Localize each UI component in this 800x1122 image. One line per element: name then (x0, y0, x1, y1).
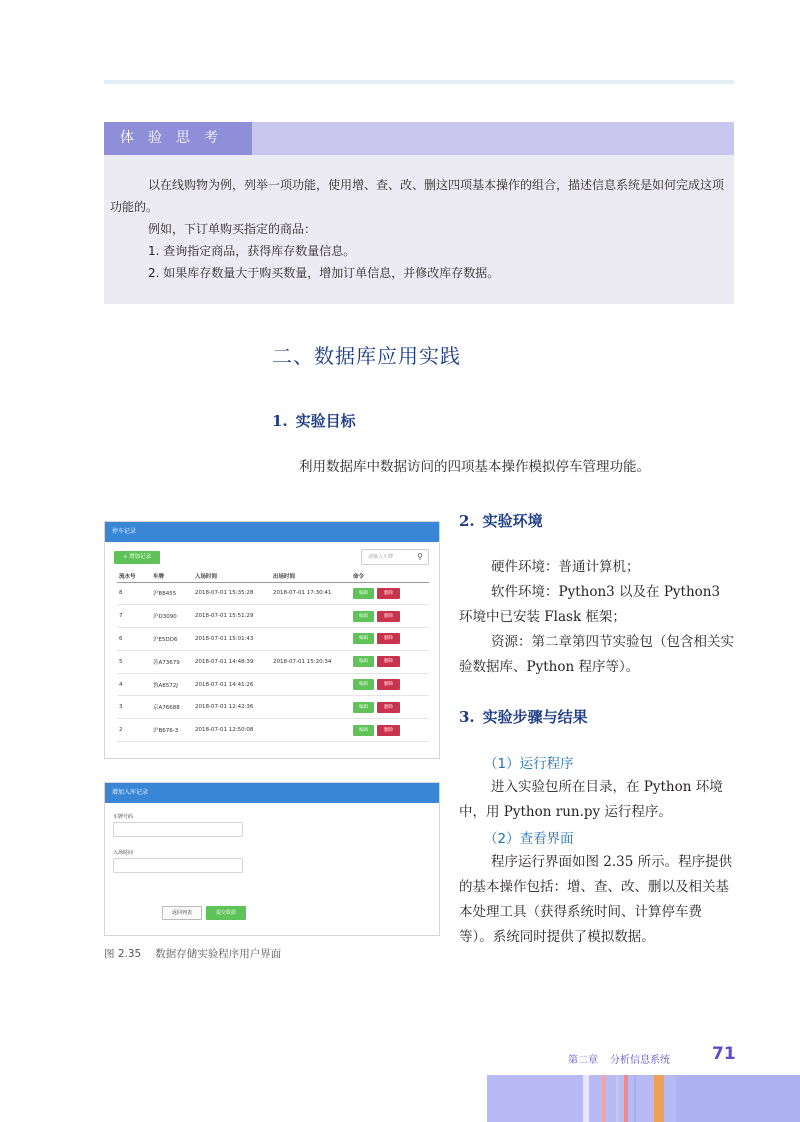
plate-input[interactable] (113, 822, 243, 837)
goal-text: 利用数据库中数据访问的四项基本操作模拟停车管理功能。 (299, 459, 650, 475)
step-view-heading: （2）查看界面 (484, 831, 574, 847)
page-number: 71 (712, 1044, 736, 1064)
entry-time-input[interactable] (113, 858, 243, 873)
column-header: 入场时间 (193, 570, 271, 582)
cell-id: 3 (117, 696, 151, 719)
plate-label: 车牌号码 (113, 814, 134, 820)
cell-in-time: 2018-07-01 15:35:28 (193, 582, 271, 605)
footer-stripe (602, 1075, 606, 1122)
section-title: 二、数据库应用实践 (272, 344, 461, 368)
delete-button[interactable]: 删除 (377, 611, 400, 622)
entry-time-label: 入场时间 (113, 850, 134, 856)
add-record-header: 增加入库记录 (105, 783, 439, 803)
delete-button[interactable]: 删除 (377, 588, 400, 599)
cell-actions (351, 696, 429, 719)
think-body (110, 174, 725, 284)
parking-list-header: 停车记录 (105, 522, 439, 542)
edit-button[interactable]: 编辑 (353, 679, 374, 690)
top-rule (104, 80, 734, 84)
cell-plate: 鲁A8572J (151, 673, 193, 696)
cell-actions (351, 650, 429, 673)
footer-stripe (616, 1075, 619, 1122)
cell-out-time: 2018-07-01 17:30:41 (271, 582, 351, 605)
cell-actions (351, 719, 429, 742)
edit-button[interactable]: 编辑 (353, 656, 374, 667)
add-record-button[interactable]: + 增加记录 (114, 551, 160, 564)
cell-in-time: 2018-07-01 15:01:43 (193, 628, 271, 651)
cell-in-time: 2018-07-01 15:51:29 (193, 605, 271, 628)
column-header: 命令 (351, 570, 429, 582)
delete-button[interactable]: 删除 (377, 702, 400, 713)
cell-out-time (271, 628, 351, 651)
environment-software: 软件环境：Python3 以及在 Python3 环境中已安装 Flask 框架； (459, 584, 721, 625)
heading-environment (459, 510, 543, 531)
heading-number: 1. (272, 412, 288, 430)
cell-id: 5 (117, 650, 151, 673)
footer-stripe (654, 1075, 664, 1122)
heading-text: 实验步骤与结果 (482, 708, 588, 726)
cell-out-time (271, 696, 351, 719)
step-view-text: 程序运行界面如图 2.35 所示。程序提供的基本操作包括：增、查、改、删以及相关基本处理工具（获得系统时间、计算停车费等）。系统同时提供了模拟数据。 (459, 854, 733, 945)
heading-number: 2. (459, 512, 475, 530)
parking-table (117, 570, 429, 742)
think-paragraph: 以在线购物为例，列举一项功能，使用增、查、改、删这四项基本操作的组合，描述信息系统是如何完成这项功能的。 (110, 178, 725, 214)
table-row (117, 582, 429, 605)
table-row (117, 628, 429, 651)
cell-actions (351, 582, 429, 605)
table-row (117, 696, 429, 719)
cell-in-time: 2018-07-01 12:42:36 (193, 696, 271, 719)
environment-resource: 资源：第二章第四节实验包（包含相关实验数据库、Python 程序等）。 (459, 634, 734, 675)
cell-plate: 苏A73679 (151, 650, 193, 673)
cell-plate: 沪B676-3 (151, 719, 193, 742)
edit-button[interactable]: 编辑 (353, 611, 374, 622)
cell-plate: 京A76688 (151, 696, 193, 719)
table-row (117, 719, 429, 742)
edit-button[interactable]: 编辑 (353, 702, 374, 713)
heading-number: 3. (459, 708, 475, 726)
footer-stripe (624, 1075, 628, 1122)
search-icon[interactable]: ⚲ (417, 552, 423, 561)
delete-button[interactable]: 删除 (377, 656, 400, 667)
step-run-text: 进入实验包所在目录，在 Python 环境中，用 Python run.py 运行程序。 (459, 779, 723, 820)
cell-out-time (271, 673, 351, 696)
cell-id: 4 (117, 673, 151, 696)
heading-goal (272, 410, 356, 431)
cell-in-time: 2018-07-01 12:50:08 (193, 719, 271, 742)
cell-plate: 沪B8455 (151, 582, 193, 605)
cell-id: 8 (117, 582, 151, 605)
table-row (117, 650, 429, 673)
footer-stripe (676, 1075, 800, 1122)
edit-button[interactable]: 编辑 (353, 633, 374, 644)
cell-id: 2 (117, 719, 151, 742)
think-header (104, 122, 734, 155)
search-placeholder: 请输入车牌 (368, 554, 394, 560)
cell-actions (351, 673, 429, 696)
cell-in-time: 2018-07-01 14:48:39 (193, 650, 271, 673)
cell-plate: 沪E5DD6 (151, 628, 193, 651)
column-header: 车牌 (151, 570, 193, 582)
environment-text (459, 555, 735, 680)
cell-plate: 沪D3090 (151, 605, 193, 628)
table-header-row (117, 570, 429, 582)
delete-button[interactable]: 删除 (377, 679, 400, 690)
table-row (117, 605, 429, 628)
footer-stripe (583, 1075, 589, 1122)
environment-hardware: 硬件环境：普通计算机； (491, 559, 640, 575)
cell-actions (351, 628, 429, 651)
delete-button[interactable]: 删除 (377, 633, 400, 644)
chapter-number: 第二章 (568, 1055, 598, 1066)
heading-text: 实验环境 (482, 512, 543, 530)
edit-button[interactable]: 编辑 (353, 725, 374, 736)
back-to-list-button[interactable]: 返回列表 (162, 906, 202, 920)
column-header: 出场时间 (271, 570, 351, 582)
column-header: 流水号 (117, 570, 151, 582)
figure-caption (104, 946, 281, 961)
cell-in-time: 2018-07-01 14:41:26 (193, 673, 271, 696)
parking-list-screenshot (104, 521, 440, 759)
step-run-heading: （1）运行程序 (484, 756, 574, 772)
heading-steps (459, 706, 588, 727)
think-example: 例如，下订单购买指定的商品： (148, 222, 317, 236)
footer-stripe (634, 1075, 636, 1122)
cell-out-time (271, 719, 351, 742)
heading-text: 实验目标 (295, 412, 356, 430)
delete-button[interactable]: 删除 (377, 725, 400, 736)
cell-out-time (271, 605, 351, 628)
table-row (117, 673, 429, 696)
figure-number: 图 2.35 (104, 948, 142, 960)
chapter-title: 分析信息系统 (610, 1055, 670, 1066)
add-record-screenshot (104, 782, 440, 936)
footer-chapter (568, 1051, 670, 1066)
cell-id: 6 (117, 628, 151, 651)
cell-id: 7 (117, 605, 151, 628)
cell-out-time: 2018-07-01 15:20:34 (271, 650, 351, 673)
plate-search-input[interactable] (361, 549, 429, 565)
edit-button[interactable]: 编辑 (353, 588, 374, 599)
think-item: 1. 查询指定商品，获得库存数量信息。 (148, 244, 356, 258)
think-title: 体验思考 (104, 122, 252, 155)
think-item: 2. 如果库存数量大于购买数量，增加订单信息，并修改库存数据。 (148, 266, 500, 280)
cell-actions (351, 605, 429, 628)
submit-button[interactable]: 提交数据 (206, 906, 246, 920)
figure-title: 数据存储实验程序用户界面 (155, 948, 282, 960)
think-box (104, 122, 734, 304)
